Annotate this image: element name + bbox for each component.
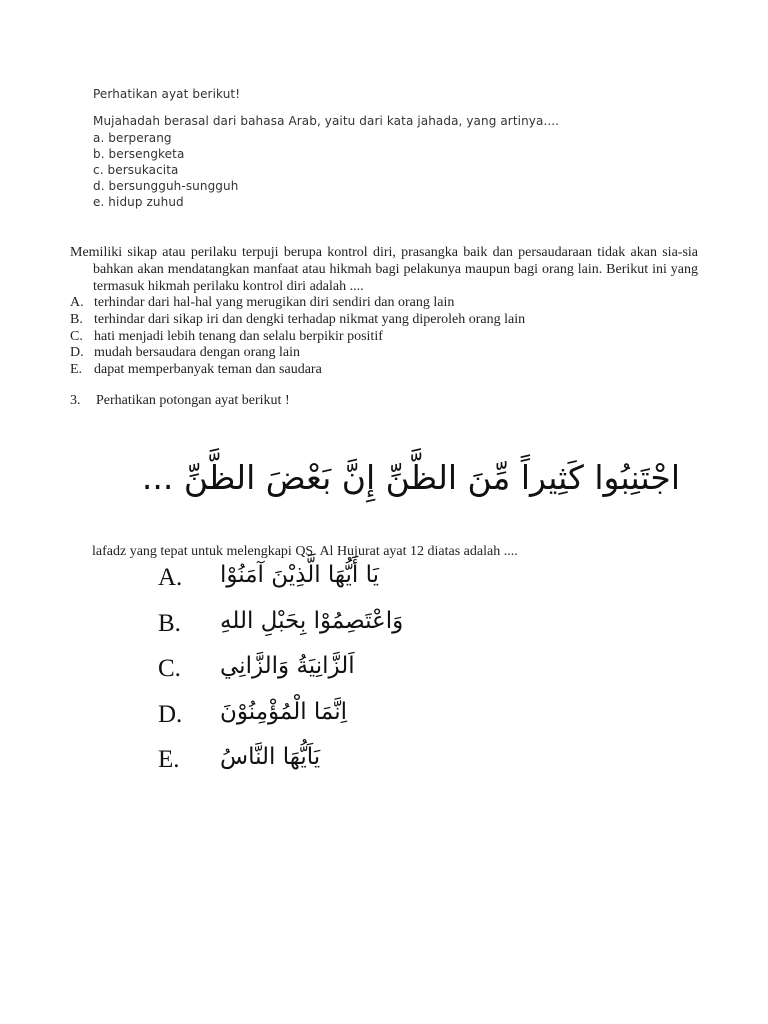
option-arabic-text: اِنَّمَا الْمُؤْمِنُوْنَ (220, 698, 348, 725)
option-arabic-text: اَلزَّانِيَةُ وَالزَّانِي (220, 653, 355, 679)
question3-heading: Perhatikan potongan ayat berikut ! (96, 393, 290, 408)
option-arabic-text: وَاعْتَصِمُوْا بِحَبْلِ اللهِ (220, 607, 404, 634)
question2-option-e (70, 362, 525, 379)
option-letter: D. (70, 345, 84, 361)
option-letter: D. (158, 700, 183, 728)
option-arabic-text: يَاَيُّهَا النَّاسُ (220, 744, 321, 770)
option-letter: A. (158, 564, 183, 591)
option-letter: C. (158, 655, 181, 682)
option-text: terhindar dari sikap iri dan dengki terhadap nikmat yang diperoleh orang lain (94, 311, 526, 327)
question3-instruction: lafadz yang tepat untuk melengkapi QS. Al Hujurat ayat 12 diatas adalah .... (92, 544, 518, 559)
question1-option-a: a. berperang (93, 131, 172, 145)
option-text: mudah bersaudara dengan orang lain (94, 345, 301, 361)
question2-text: Memiliki sikap atau perilaku terpuji berupa kontrol diri, prasangka baik dan persaudaraan tidak akan sia-sia bahkan akan mendatangkan manfaat atau hikmah bagi pelakunya maupun bagi orang lain. Berikut ini yang termasuk hikmah perilaku kontrol diri adalah .... (70, 245, 698, 294)
question1-option-e: e. hidup zuhud (93, 195, 184, 209)
option-arabic-text: يَا أَيُّهَا الَّذِيْنَ آمَنُوْا (220, 562, 380, 588)
option-letter: B. (70, 311, 83, 327)
question1-option-d: d. bersungguh-sungguh (93, 179, 239, 193)
question3-heading-row (70, 393, 290, 409)
question1-heading: Perhatikan ayat berikut! (93, 87, 241, 101)
option-text: hati menjadi lebih tenang dan selalu berpikir positif (94, 328, 383, 344)
question1-options (93, 130, 238, 210)
question2-option-d (70, 345, 525, 362)
question2-option-a (70, 295, 525, 312)
question1-text: Mujahadah berasal dari bahasa Arab, yaitu dari kata jahada, yang artinya.... (93, 114, 560, 128)
question1-option-b: b. bersengketa (93, 147, 185, 161)
option-letter: A. (70, 295, 84, 310)
option-text: dapat memperbanyak teman dan saudara (94, 362, 322, 378)
question2-option-c (70, 329, 525, 346)
option-letter: E. (158, 746, 180, 773)
question2-options (70, 295, 525, 379)
option-letter: C. (70, 328, 83, 344)
question2-option-b (70, 312, 525, 329)
option-text: terhindar dari hal-hal yang merugikan diri sendiri dan orang lain (94, 295, 455, 310)
question3-number: 3. (70, 393, 81, 408)
arabic-verse: اجْتَنِبُوا كَثِيراً مِّنَ الظَّنِّ إِنَّ بَعْضَ الظَّنِّ ... (141, 458, 680, 497)
question1-option-c: c. bersukacita (93, 163, 179, 177)
option-letter: E. (70, 362, 83, 378)
option-letter: B. (158, 609, 181, 637)
